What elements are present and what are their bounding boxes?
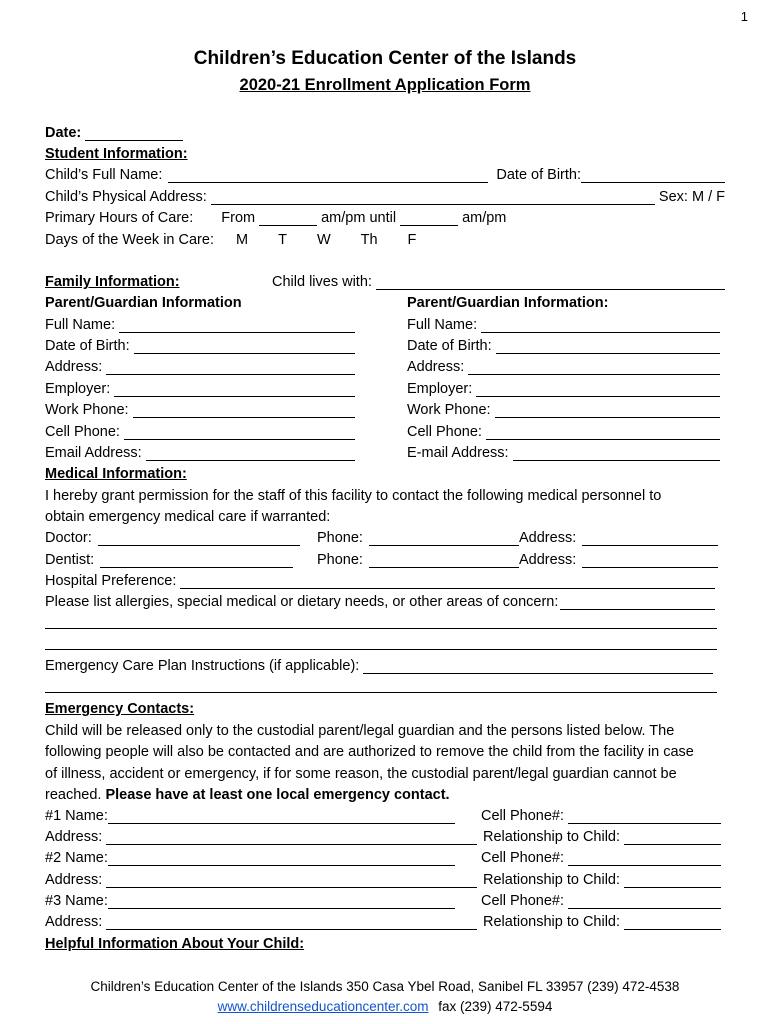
contact3-address-label: Address: — [45, 914, 103, 930]
hours-row — [45, 205, 725, 226]
contact3-cell-row — [481, 888, 721, 909]
date-field[interactable] — [85, 126, 183, 141]
contact2-cell-field[interactable] — [568, 851, 721, 866]
contact1-cell-row — [481, 803, 721, 824]
parent2-email-row — [407, 440, 720, 461]
parent1-dob-field[interactable] — [134, 339, 355, 354]
website-link[interactable]: www.childrenseducationcenter.com — [217, 999, 429, 1014]
dentist-label: Dentist: — [45, 552, 95, 568]
sex-field[interactable]: Sex: M / F — [658, 189, 725, 205]
date-row — [45, 120, 725, 141]
contact3-name-row — [45, 888, 455, 909]
parent1-email-label: Email Address: — [45, 445, 142, 461]
day-option-m[interactable]: M — [235, 232, 249, 248]
parent2-address-label: Address: — [407, 359, 465, 375]
contact3-cell-field[interactable] — [568, 894, 721, 909]
emergency-para-1 — [45, 718, 725, 739]
page-title: Children’s Education Center of the Islands — [193, 48, 577, 69]
parent1-cell-phone-field[interactable] — [124, 425, 355, 440]
contact2-address-field[interactable] — [106, 873, 477, 888]
contact2-cell-label: Cell Phone#: — [481, 850, 565, 866]
emergency-text-2: following people will also be contacted and are authorized to remove the child from the facility in case — [45, 744, 694, 760]
parent2-cell-phone-field[interactable] — [486, 425, 720, 440]
contact1-cell-label: Cell Phone#: — [481, 808, 565, 824]
parent2-employer-field[interactable] — [476, 382, 720, 397]
emergency-contacts-heading: Emergency Contacts: — [45, 701, 195, 717]
parent2-dob-label: Date of Birth: — [407, 338, 492, 354]
emergency-text-1: Child will be released only to the custodial parent/legal guardian and the persons listed below. The — [45, 723, 675, 739]
emergency-para-4 — [45, 782, 725, 803]
contact2-cell-row — [481, 845, 721, 866]
hours-label: Primary Hours of Care: — [45, 210, 194, 226]
emergency-heading-row — [45, 696, 725, 717]
care-plan-label: Emergency Care Plan Instructions (if applicable): — [45, 658, 360, 674]
parent1-heading: Parent/Guardian Information — [45, 295, 242, 311]
parent2-email-field[interactable] — [513, 446, 720, 461]
contact2-relationship-label: Relationship to Child: — [483, 872, 621, 888]
contact1-name-row — [45, 803, 455, 824]
parent2-dob-field[interactable] — [496, 339, 720, 354]
doctor-address-row — [519, 525, 718, 546]
child-dob-label: Date of Birth: — [496, 167, 582, 183]
parent2-full-name-label: Full Name: — [407, 317, 478, 333]
parent2-work-phone-label: Work Phone: — [407, 402, 491, 418]
doctor-label: Doctor: — [45, 530, 92, 546]
parent1-email-field[interactable] — [146, 446, 355, 461]
day-option-th[interactable]: Th — [360, 232, 378, 248]
doctor-address-field[interactable] — [582, 531, 718, 546]
contact3-address-row — [45, 909, 477, 930]
parent2-dob-row — [407, 333, 720, 354]
parent1-full-name-row — [45, 312, 355, 333]
contact3-relationship-field[interactable] — [624, 915, 721, 930]
contact1-relationship-field[interactable] — [624, 830, 721, 845]
parent2-employer-row — [407, 376, 720, 397]
child-address-label: Child’s Physical Address: — [45, 189, 207, 205]
contact3-name-field[interactable] — [108, 894, 455, 909]
contact1-address-field[interactable] — [106, 830, 477, 845]
doctor-phone-label: Phone: — [317, 530, 363, 546]
contact1-cell-field[interactable] — [568, 809, 721, 824]
helpful-info-heading: Helpful Information About Your Child: — [45, 936, 305, 952]
parent1-full-name-label: Full Name: — [45, 317, 116, 333]
care-plan-row — [45, 653, 713, 674]
parent1-full-name-field[interactable] — [119, 318, 355, 333]
doctor-row — [45, 525, 300, 546]
child-name-label: Child’s Full Name: — [45, 167, 163, 183]
parent2-work-phone-row — [407, 397, 720, 418]
contact2-address-row — [45, 867, 477, 888]
allergies-field[interactable] — [560, 595, 715, 610]
contact1-address-row — [45, 824, 477, 845]
permission-text-1: I hereby grant permission for the staff of this facility to contact the following medical personnel to — [45, 488, 662, 504]
permission-line-2 — [45, 504, 725, 525]
child-address-row — [45, 184, 725, 205]
emergency-text-4: reached. — [45, 787, 102, 803]
child-address-field[interactable] — [211, 190, 655, 205]
contact3-address-field[interactable] — [106, 915, 477, 930]
contact2-address-label: Address: — [45, 872, 103, 888]
parent1-work-phone-label: Work Phone: — [45, 402, 129, 418]
dentist-phone-field[interactable] — [369, 553, 519, 568]
hours-from-field[interactable] — [259, 211, 317, 226]
child-name-field[interactable] — [168, 168, 488, 183]
form-subtitle: 2020-21 Enrollment Application Form — [239, 76, 531, 94]
day-option-w[interactable]: W — [316, 232, 331, 248]
footer-address: Children’s Education Center of the Islands 350 Casa Ybel Road, Sanibel FL 33957 (239) 472-4538 — [90, 979, 680, 994]
contact3-name-label: #3 Name: — [45, 893, 108, 909]
parent1-dob-label: Date of Birth: — [45, 338, 130, 354]
parent1-work-phone-field[interactable] — [133, 403, 355, 418]
dentist-phone-row — [317, 547, 519, 568]
contact2-relationship-row — [483, 867, 721, 888]
contact1-address-label: Address: — [45, 829, 103, 845]
family-info-heading: Family Information: — [45, 274, 180, 290]
parent2-employer-label: Employer: — [407, 381, 473, 397]
medical-heading-row — [45, 461, 725, 482]
parent2-full-name-field[interactable] — [481, 318, 720, 333]
dentist-row — [45, 547, 293, 568]
child-name-row — [45, 162, 725, 183]
allergies-row — [45, 589, 715, 610]
student-heading-row — [45, 141, 725, 162]
page-number: 1 — [740, 9, 748, 24]
care-plan-field[interactable] — [363, 659, 713, 674]
family-heading-row — [45, 269, 725, 290]
contact1-name-field[interactable] — [108, 809, 455, 824]
day-option-f[interactable]: F — [407, 232, 417, 248]
parent1-employer-row — [45, 376, 355, 397]
contact3-cell-label: Cell Phone#: — [481, 893, 565, 909]
dentist-phone-label: Phone: — [317, 552, 363, 568]
parent2-address-field[interactable] — [468, 360, 720, 375]
days-row — [45, 227, 725, 248]
contact2-name-label: #2 Name: — [45, 850, 108, 866]
from-label: From — [221, 210, 256, 226]
hospital-field[interactable] — [180, 574, 715, 589]
contact2-name-row — [45, 845, 455, 866]
parent2-address-row — [407, 354, 720, 375]
parent2-heading: Parent/Guardian Information: — [407, 295, 609, 311]
dentist-address-label: Address: — [519, 552, 577, 568]
dentist-address-field[interactable] — [582, 553, 718, 568]
parent1-email-row — [45, 440, 355, 461]
hours-until-field[interactable] — [400, 211, 458, 226]
helpful-heading-row — [45, 931, 725, 952]
parent1-cell-phone-row — [45, 419, 355, 440]
doctor-address-label: Address: — [519, 530, 577, 546]
doctor-phone-row — [317, 525, 519, 546]
day-option-t[interactable]: T — [278, 232, 287, 248]
parent1-employer-field[interactable] — [114, 382, 355, 397]
parent2-cell-phone-label: Cell Phone: — [407, 424, 482, 440]
medical-info-heading: Medical Information: — [45, 466, 187, 482]
hospital-row — [45, 568, 715, 589]
footer-contact — [0, 999, 770, 1014]
contact2-relationship-field[interactable] — [624, 873, 721, 888]
contact1-relationship-label: Relationship to Child: — [483, 829, 621, 845]
allergies-line-3[interactable] — [45, 649, 717, 650]
permission-line-1 — [45, 483, 725, 504]
parent1-address-label: Address: — [45, 359, 103, 375]
contact1-relationship-row — [483, 824, 721, 845]
care-plan-line-2[interactable] — [45, 692, 717, 693]
emergency-note: Please have at least one local emergency contact. — [105, 787, 450, 803]
days-label: Days of the Week in Care: — [45, 232, 214, 248]
parent1-address-row — [45, 354, 355, 375]
parent1-dob-row — [45, 333, 355, 354]
child-dob-field[interactable] — [581, 168, 725, 183]
lives-with-label: Child lives with: — [272, 274, 372, 290]
allergies-line-2[interactable] — [45, 628, 717, 629]
student-info-heading: Student Information: — [45, 146, 188, 162]
parent2-work-phone-field[interactable] — [495, 403, 720, 418]
doctor-field[interactable] — [98, 531, 300, 546]
date-label: Date: — [45, 125, 82, 141]
emergency-para-3 — [45, 761, 725, 782]
parent2-full-name-row — [407, 312, 720, 333]
parent1-address-field[interactable] — [106, 360, 355, 375]
ampm-label: am/pm — [462, 210, 507, 226]
parent1-employer-label: Employer: — [45, 381, 111, 397]
parent2-cell-phone-row — [407, 419, 720, 440]
lives-with-field[interactable] — [376, 275, 725, 290]
permission-text-2: obtain emergency medical care if warranted: — [45, 509, 331, 525]
parent1-cell-phone-label: Cell Phone: — [45, 424, 120, 440]
emergency-text-3: of illness, accident or emergency, if for some reason, the custodial parent/legal guardian cannot be — [45, 766, 677, 782]
dentist-field[interactable] — [100, 553, 293, 568]
contact1-name-label: #1 Name: — [45, 808, 108, 824]
doctor-phone-field[interactable] — [369, 531, 519, 546]
until-label: am/pm until — [321, 210, 397, 226]
parent2-email-label: E-mail Address: — [407, 445, 509, 461]
footer-fax: fax (239) 472-5594 — [438, 999, 553, 1014]
contact3-relationship-row — [483, 909, 721, 930]
emergency-para-2 — [45, 739, 725, 760]
contact3-relationship-label: Relationship to Child: — [483, 914, 621, 930]
contact2-name-field[interactable] — [108, 851, 455, 866]
hospital-label: Hospital Preference: — [45, 573, 177, 589]
dentist-address-row — [519, 547, 718, 568]
allergies-label: Please list allergies, special medical or dietary needs, or other areas of concern: — [45, 594, 559, 610]
parent1-work-phone-row — [45, 397, 355, 418]
